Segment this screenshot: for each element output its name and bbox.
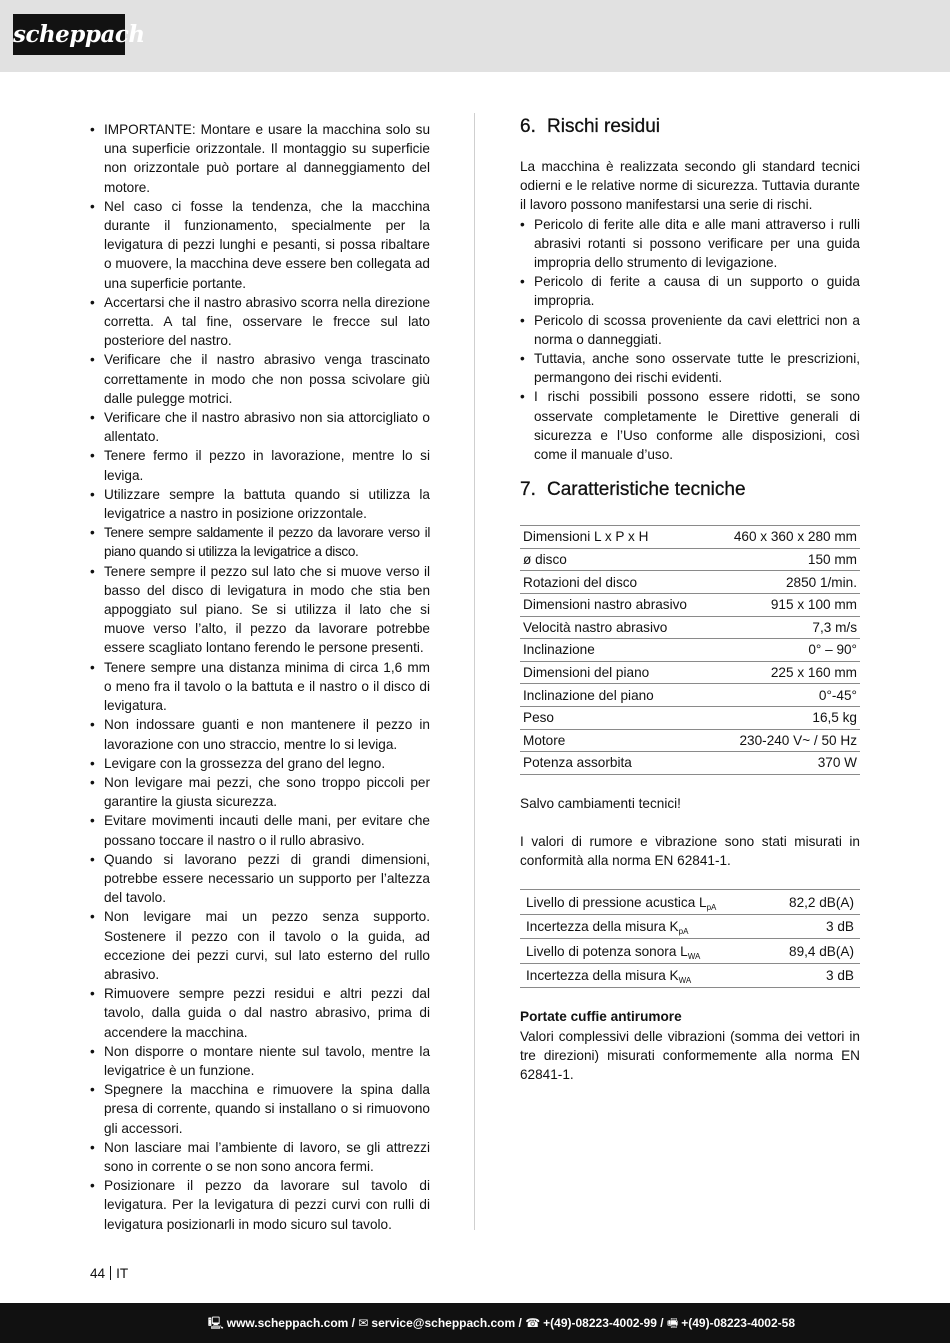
safety-item: • Quando si lavorano pezzi di grandi dimensioni, potrebbe essere necessario un supporto per l’altezza del tavolo. [90, 850, 430, 908]
noise-intro: I valori di rumore e vibrazione sono stati misurati in conformità alla norma EN 62841-1. [520, 833, 860, 869]
section-number: 7. [520, 479, 536, 501]
safety-item: • Tenere fermo il pezzo in lavorazione, mentre lo si leviga. [90, 446, 430, 484]
table-row [520, 661, 860, 684]
footer-phone: +(49)-08223-4002-99 / [543, 1316, 664, 1330]
safety-item: • Spegnere la macchina e rimuovere la spina dalla presa di corrente, quando si installano o si rimuovono gli accessori. [90, 1080, 430, 1138]
spec-label: Motore [520, 729, 713, 752]
risk-item: • Pericolo di ferite a causa di un supporto o guida impropria. [520, 272, 860, 310]
spec-value: 0°-45° [713, 684, 860, 707]
spec-value: 16,5 kg [713, 707, 860, 730]
spec-label: ø disco [520, 548, 713, 571]
safety-item: • Rimuovere sempre pezzi residui e altri pezzi dal tavolo, dalla guida o dal nastro abrasivo, prima di accendere la macchina. [90, 984, 430, 1042]
safety-item: • Tenere sempre una distanza minima di circa 1,6 mm o meno fra il tavolo o la battuta e il nastro o il disco di levigatura. [90, 658, 430, 716]
table-row [520, 639, 860, 662]
noise-label: Livello di potenza sonora $L_{WA}$ [520, 939, 766, 964]
spec-value: 915 x 100 mm [713, 594, 860, 617]
table-row [520, 752, 860, 775]
section-title-risks [520, 113, 860, 141]
risks-list [520, 215, 860, 465]
table-row [520, 707, 860, 730]
risks-intro: La macchina è realizzata secondo gli standard tecnici odierni e le relative norme di sicurezza. Tuttavia durante il lavoro possono manifestarsi una serie di rischi. [520, 159, 860, 213]
noise-value: 82,2 dB(A) [766, 890, 860, 915]
safety-item: • Accertarsi che il nastro abrasivo scorra nella direzione corretta. A tal fine, osservare le frecce sul lato posteriore del nastro. [90, 293, 430, 351]
table-row [520, 548, 860, 571]
table-row [520, 616, 860, 639]
section-title-text: Caratteristiche tecniche [547, 479, 746, 501]
footer-fax: +(49)-08223-4002-58 [681, 1316, 795, 1330]
safety-item: • IMPORTANTE: Montare e usare la macchina solo su una superficie orizzontale. Il montaggio su superficie non orizzontale può portare al danneggiamento del motore. [90, 120, 430, 197]
footer-bar [0, 1303, 950, 1343]
fax-icon: 🖷 [666, 1316, 679, 1330]
safety-column [90, 120, 430, 1234]
spec-label: Potenza assorbita [520, 752, 713, 775]
risk-item: • Pericolo di ferite alle dita e alle mani attraverso i rulli abrasivi rotanti si possono verificare per una guida impropria dello strumento di levigazione. [520, 215, 860, 273]
safety-item: • Non levigare mai un pezzo senza supporto. Sostenere il pezzo con il tavolo o la guida, ad eccezione dei pezzi curvi, sul lato esterno del rullo abrasivo. [90, 907, 430, 984]
noise-label: Incertezza della misura $K_{pA}$ [520, 914, 766, 939]
table-row [520, 963, 860, 988]
spec-value: 370 W [713, 752, 860, 775]
noise-value: 3 dB [766, 914, 860, 939]
table-row [520, 571, 860, 594]
spec-label: Dimensioni del piano [520, 661, 713, 684]
risk-item: • Pericolo di scossa proveniente da cavi elettrici non a norma o danneggiati. [520, 311, 860, 349]
column-divider [474, 113, 475, 1230]
table-row [520, 526, 860, 549]
footer-web[interactable]: www.scheppach.com / [226, 1316, 355, 1330]
noise-value: 3 dB [766, 963, 860, 988]
safety-item: • Non indossare guanti e non mantenere il pezzo in lavorazione con uno straccio, mentre lo si leviga. [90, 715, 430, 753]
safety-item: • Nel caso ci fosse la tendenza, che la macchina durante il funzionamento, specialmente per la levigatura di pezzi lunghi e pesanti, si possa ribaltare o muovere, la macchina deve essere ben collegata ad una superficie portante. [90, 197, 430, 293]
noise-value: 89,4 dB(A) [766, 939, 860, 964]
spec-value: 230-240 V~ / 50 Hz [713, 729, 860, 752]
noise-label: Livello di pressione acustica $L_{pA}$ [520, 890, 766, 915]
vibration-text: Valori complessivi delle vibrazioni (somma dei vettori in tre direzioni) misurati conformemente alla norma EN 62841-1. [520, 1028, 860, 1082]
safety-item: • Tenere sempre saldamente il pezzo da lavorare verso il piano quando si utilizza la levigatrice a disco. [90, 523, 430, 561]
risk-item: • Tuttavia, anche sono osservate tutte le prescrizioni, permangono dei rischi evidenti. [520, 349, 860, 387]
noise-label: Incertezza della misura $K_{WA}$ [520, 963, 766, 988]
footer-contacts [208, 1303, 795, 1343]
table-row [520, 939, 860, 964]
computer-icon: 🖳 [207, 1316, 224, 1330]
page-number-value: 44 [90, 1266, 106, 1281]
safety-item: • Verificare che il nastro abrasivo venga trascinato correttamente in modo che non possa scivolare giù dalle pulegge motrici. [90, 350, 430, 408]
spec-label: Dimensioni L x P x H [520, 526, 713, 549]
spec-label: Velocità nastro abrasivo [520, 616, 713, 639]
spec-label: Rotazioni del disco [520, 571, 713, 594]
spec-value: 2850 1/min. [713, 571, 860, 594]
spec-table [520, 525, 860, 775]
spec-label: Inclinazione del piano [520, 684, 713, 707]
page-number-separator [110, 1266, 111, 1280]
ear-protection-title: Portate cuffie antirumore [520, 1009, 682, 1025]
section-number: 6. [520, 116, 536, 137]
spec-value: 0° – 90° [713, 639, 860, 662]
spec-label: Peso [520, 707, 713, 730]
page-language: IT [116, 1266, 129, 1281]
table-row [520, 890, 860, 915]
header-bar [0, 0, 950, 72]
spec-label: Inclinazione [520, 639, 713, 662]
safety-item: • Non levigare mai pezzi, che sono troppo piccoli per garantire la giusta sicurezza. [90, 773, 430, 811]
spec-label: Dimensioni nastro abrasivo [520, 594, 713, 617]
safety-item: • Evitare movimenti incauti delle mani, per evitare che possano toccare il nastro o il rullo abrasivo. [90, 811, 430, 849]
spec-value: 7,3 m/s [713, 616, 860, 639]
safety-item: • Non disporre o montare niente sul tavolo, mentre la levigatrice è un funzione. [90, 1042, 430, 1080]
noise-table [520, 889, 860, 988]
section-title-specs [520, 476, 860, 504]
safety-item: • Utilizzare sempre la battuta quando si utilizza la levigatrice a nastro in posizione orizzontale. [90, 485, 430, 523]
table-row [520, 594, 860, 617]
footer-email[interactable]: service@scheppach.com / [371, 1316, 522, 1330]
spec-value: 150 mm [713, 548, 860, 571]
section-title-text: Rischi residui [547, 116, 660, 137]
brand-logo: scheppach [13, 14, 125, 55]
technical-changes-note: Salvo cambiamenti tecnici! [520, 795, 681, 811]
table-row [520, 914, 860, 939]
spec-value: 460 x 360 x 280 mm [713, 526, 860, 549]
safety-item: • Tenere sempre il pezzo sul lato che si muove verso il basso del disco di levigatura in modo che stia ben appoggiato sul piano. Se si utilizza il lato che si muove verso l’alto, il pezzo da lavorare potrebbe essere scagliato lontano ferendo le persone presenti. [90, 562, 430, 658]
safety-list [90, 120, 430, 1234]
phone-icon: ☎ [525, 1316, 541, 1330]
risk-item: • I rischi possibili possono essere ridotti, se sono osservate completamente le Direttive generali di sicurezza e l’Uso conforme alle disposizioni, così come il manuale d’uso. [520, 387, 860, 464]
safety-item: • Verificare che il nastro abrasivo non sia attorcigliato o allentato. [90, 408, 430, 446]
mail-icon: ✉ [358, 1316, 369, 1330]
table-row [520, 684, 860, 707]
spec-value: 225 x 160 mm [713, 661, 860, 684]
table-row [520, 729, 860, 752]
safety-item: • Levigare con la grossezza del grano del legno. [90, 754, 430, 773]
safety-item: • Posizionare il pezzo da lavorare sul tavolo di levigatura. Per la levigatura di pezzi curvi con rulli di levigatura posizionarli in modo sicuro sul tavolo. [90, 1176, 430, 1234]
right-column [520, 113, 860, 1084]
page-number [90, 1265, 128, 1283]
safety-item: • Non lasciare mai l’ambiente di lavoro, se gli attrezzi sono in corrente o se non sono ancora fermi. [90, 1138, 430, 1176]
